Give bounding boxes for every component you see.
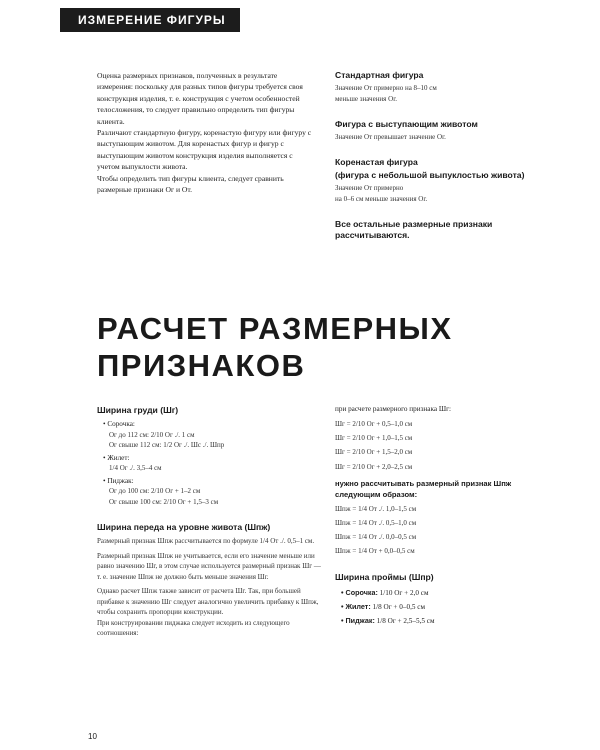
right-column bbox=[335, 404, 550, 628]
formula-shpzh: Шпж = 1/4 От ./. 1,0–1,5 см bbox=[335, 504, 417, 513]
armhole-item-value: 1/8 Ог + 0–0,5 см bbox=[372, 602, 425, 611]
chest-line: Ог до 112 см: 2/10 Ог ./. 1 см bbox=[109, 430, 195, 439]
chest-line: Ог свыше 112 см: 1/2 Ог ./. Шс ./. Шпр bbox=[109, 441, 225, 449]
calc-label-2: нужно рассчитывать размерный признак Шпж следующим образом: bbox=[335, 478, 512, 499]
type-line: Значение От примерно на 8–10 см bbox=[335, 84, 437, 92]
formula-shpzh: Шпж = 1/4 От + 0,0–0,5 см bbox=[335, 547, 415, 556]
type-subtitle: (фигура с небольшой выпуклостью живота) bbox=[335, 170, 525, 180]
front-paragraph: При конструировании пиджака следует исходить из следующего соотношения: bbox=[97, 618, 290, 637]
armhole-item-value: 1/8 Ог + 2,5–5,5 см bbox=[376, 616, 435, 625]
figure-types bbox=[335, 70, 550, 241]
type-standard bbox=[335, 70, 550, 105]
type-title: Стандартная фигура bbox=[335, 70, 424, 80]
intro-paragraph: Чтобы определить тип фигуры клиента, следует сравнить размерные признаки Ог и От. bbox=[97, 173, 284, 195]
intro-paragraph: Различают стандартную фигуру, коренастую фигуру или фигуру с выступающим животом. Для коренастых фигур и фигур с выступающим животом конструкция изделия выполняется с учетом выпуклости живота. bbox=[97, 128, 312, 172]
formula-shg: Шг = 2/10 Ог + 1,0–1,5 см bbox=[335, 434, 413, 443]
chest-line: Ог свыше 100 см: 2/10 Ог + 1,5–3 см bbox=[109, 497, 219, 506]
type-line: меньше значения Ог. bbox=[335, 95, 398, 103]
calc-label: при расчете размерного признака Шг: bbox=[335, 405, 452, 413]
chest-line: 1/4 Ог ./. 3,5–4 см bbox=[109, 464, 162, 472]
chest-title: Ширина груди (Шг) bbox=[97, 405, 179, 415]
type-line: на 0–6 см меньше значения Ог. bbox=[335, 195, 428, 203]
armhole-item bbox=[341, 600, 550, 614]
armhole-item bbox=[341, 614, 550, 628]
front-title: Ширина переда на уровне живота (Шпж) bbox=[97, 522, 271, 532]
formula-shg: Шг = 2/10 Ог + 0,5–1,0 см bbox=[335, 420, 413, 428]
armhole-item-label: • Пиджак: bbox=[341, 615, 375, 625]
armhole-title: Ширина проймы (Шпр) bbox=[335, 571, 434, 582]
type-line: Значение От превышает значение Ог. bbox=[335, 133, 446, 141]
formula-shg: Шг = 2/10 Ог + 1,5–2,0 см bbox=[335, 448, 413, 457]
armhole-item-value: 1/10 Ог + 2,0 см bbox=[379, 588, 429, 597]
type-line: Значение От примерно bbox=[335, 184, 404, 192]
chest-line: Ог до 100 см: 2/10 Ог + 1–2 см bbox=[109, 487, 201, 495]
chest-group-label: • Сорочка: bbox=[103, 420, 135, 428]
formula-shg: Шг = 2/10 Ог + 2,0–2,5 см bbox=[335, 462, 413, 471]
front-paragraph: Размерный признак Шпж не учитывается, если его значение меньше или равно значению Шг, в этом случае используется размерный признак Шг — т. е. значение Шпж не должно быть меньше значения Шг. bbox=[97, 551, 321, 581]
armhole-item-label: • Жилет: bbox=[341, 601, 371, 611]
left-column bbox=[97, 404, 322, 639]
spacer bbox=[335, 559, 550, 571]
chest-group-label: • Жилет: bbox=[103, 453, 130, 462]
page-number: 10 bbox=[88, 732, 97, 741]
type-stocky bbox=[335, 157, 550, 205]
spacer bbox=[97, 507, 322, 521]
formula-shpzh: Шпж = 1/4 От ./. 0,5–1,0 см bbox=[335, 519, 417, 528]
front-paragraph: Размерный признак Шпж рассчитывается по формуле 1/4 От ./. 0,5–1 см. bbox=[97, 537, 315, 545]
closing-note: Все остальные размерные признаки рассчитываются. bbox=[335, 219, 493, 240]
type-title: Фигура с выступающим животом bbox=[335, 119, 478, 129]
type-belly bbox=[335, 119, 550, 143]
chest-group-label: • Пиджак: bbox=[103, 476, 134, 485]
section-tab: ИЗМЕРЕНИЕ ФИГУРЫ bbox=[60, 8, 240, 32]
intro-paragraph: Оценка размерных признаков, полученных в результате измерения: поскольку для разных типов фигуры требуется своя конструкция изделия, т. е. конструкция с учетом особенностей телосложения, то следует правильно определить тип фигуры клиента. bbox=[97, 71, 303, 126]
armhole-item bbox=[341, 586, 550, 600]
type-title: Коренастая фигура bbox=[335, 157, 418, 167]
front-paragraph: Однако расчет Шпж также зависит от расчета Шг. Так, при большей прибавке к значению Шг следует аналогично увеличить прибавку к Шпж, чтобы сохранить пропорции конструкции. bbox=[97, 587, 319, 616]
main-title: РАСЧЕТ РАЗМЕРНЫХ ПРИЗНАКОВ bbox=[97, 311, 453, 383]
armhole-item-label: • Сорочка: bbox=[341, 587, 378, 597]
formula-shpzh: Шпж = 1/4 От ./. 0,0–0,5 см bbox=[335, 533, 417, 542]
intro-text bbox=[97, 70, 312, 195]
